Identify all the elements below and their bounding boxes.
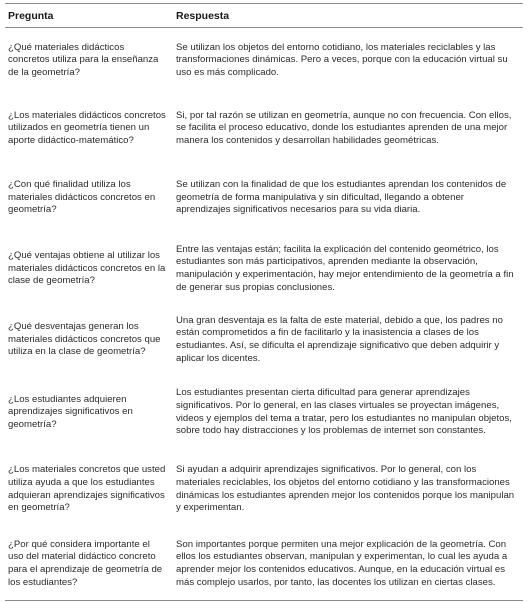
table-row [5, 374, 523, 451]
table-header [5, 4, 523, 28]
table-row [5, 164, 523, 232]
answer-cell: Si, por tal razón se utilizan en geometría, aunque no con frecuencia. Con ellos, se facilita el proceso educativo, donde los estudiantes aprenden de una mejor manera los contenidos y desarrollan habilidades geométricas. [176, 109, 512, 146]
question-cell: ¿Qué ventajas obtiene al utilizar los materiales didácticos concretos en la clase de geometría? [8, 250, 166, 287]
table-row [5, 451, 523, 528]
answer-cell: Entre las ventajas están; facilita la explicación del contenido geométrico, los estudiantes son más participativos, aprenden mediante la observación, manipulación y experimentación, hay mejor entendimiento de la geometría a fin de generar sus propias conclusiones. [176, 243, 514, 293]
question-cell: ¿Los estudiantes adquieren aprendizajes significativos en geometría? [8, 393, 133, 430]
header-answer: Respuesta [176, 9, 230, 22]
question-cell: ¿Qué materiales didácticos concretos utiliza para la enseñanza de la geometría? [8, 41, 159, 78]
question-cell: ¿Los materiales concretos que usted utiliza ayuda a que los estudiantes adquieran aprendizajes significativos en geometría? [8, 464, 166, 514]
answer-cell: Si ayudan a adquirir aprendizajes significativos. Por lo general, con los materiales reciclables, los objetos del entorno cotidiano y las transformaciones dinámicas los estudiantes aprenden mejor los contenidos porque los manipulan y experimentan. [176, 464, 515, 514]
table-row [5, 232, 523, 306]
answer-cell: Se utilizan los objetos del entorno cotidiano, los materiales reciclables y las transformaciones dinámicas. Pero a veces, porque con la educación virtual su uso es más complicado. [176, 41, 508, 78]
question-cell: ¿Los materiales didácticos concretos utilizados en geometría tienen un aporte didáctico-matemático? [8, 109, 166, 146]
question-cell: ¿Qué desventajas generan los materiales didácticos concretos que utiliza en la clase de geometría? [8, 321, 161, 358]
interview-table [5, 3, 523, 601]
answer-cell: Son importantes porque permiten una mejor explicación de la geometría. Con ellos los estudiantes observan, manipulan y experimentan, lo cual les ayuda a aprender mejor los contenidos educativos. Aunque, en la educación virtual es más complejo usarlos, por tanto, las docentes los utilizan en ciertas clases. [176, 538, 508, 588]
table-row [5, 528, 523, 600]
header-question: Pregunta [8, 9, 54, 22]
answer-cell: Los estudiantes presentan cierta dificultad para generar aprendizajes significativos. Por lo general, en las clases virtuales se proyectan imágenes, videos y ejemplos del tema a tratar, pero los estudiantes no manipulan objetos, sobre todo hay distracciones y los problemas de internet son constantes. [176, 387, 512, 437]
answer-cell: Una gran desventaja es la falta de este material, debido a que, los padres no están comprometidos a fin de facilitarlo y la inasistencia a clases de los estudiantes. Así, se dificulta el aprendizaje significativo que deben adquirir y aplicar los dicentes. [176, 314, 503, 364]
table-row [5, 28, 523, 93]
question-cell: ¿Por qué considera importante el uso del material didáctico concreto para el aprendizaje de geometría de los estudiantes? [8, 538, 163, 588]
answer-cell: Se utilizan con la finalidad de que los estudiantes aprendan los contenidos de geometría de forma manipulativa y sin dificultad, llegando a obtener aprendizajes significativos necesarios para su vida diaria. [176, 179, 507, 216]
question-cell: ¿Con qué finalidad utiliza los materiales didácticos concretos en geometría? [8, 179, 156, 216]
table-row [5, 93, 523, 164]
table-row [5, 306, 523, 374]
